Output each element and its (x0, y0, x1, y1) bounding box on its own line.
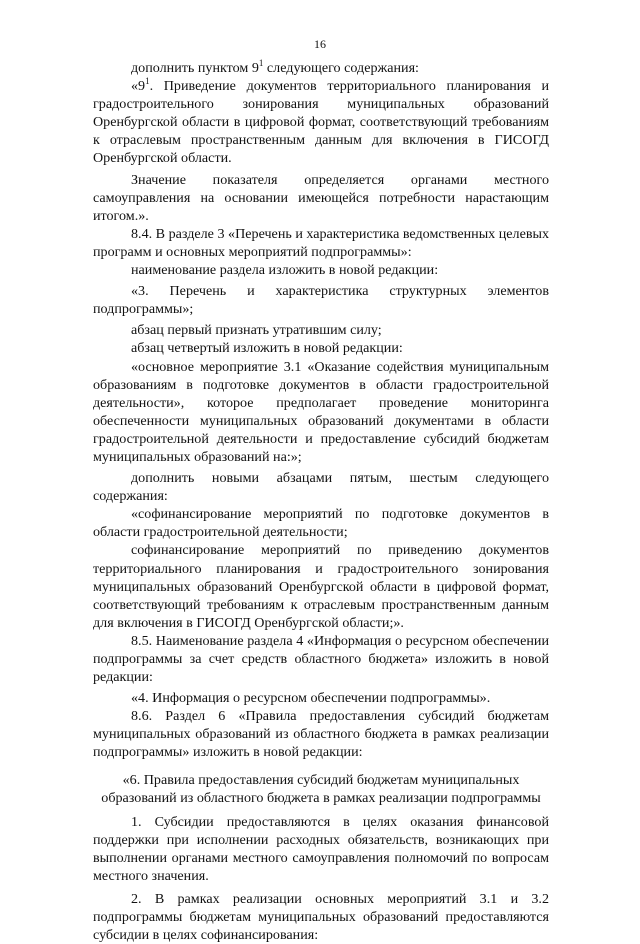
document-body (93, 59, 549, 944)
paragraph: 8.6. Раздел 6 «Правила предоставления субсидий бюджетам муниципальных образований из областного бюджета в рамках реализации подпрограммы» изложить в новой редакции: (93, 708, 549, 761)
paragraph: «$9^1$. Приведение документов территориального планирования и градостроительного зонирования муниципальных образований Оренбургской области в цифровой формат, соответствующий требованиям к отраслевым пространственным данным для включения в ГИСОГД Оренбургской области. (93, 76, 549, 167)
paragraph: «основное мероприятие 3.1 «Оказание содействия муниципальным образованиям в подготовке документов в области градостроительной деятельности», которое предполагает проведение мониторинга обеспеченности муниципальных образований документами в области градостроительной деятельности и предоставление субсидий бюджетам муниципальных образований на:»; (93, 358, 549, 465)
paragraph: абзац четвертый изложить в новой редакции: (131, 340, 403, 357)
paragraph: дополнить новыми абзацами пятым, шестым следующего содержания: (93, 470, 549, 505)
paragraph: дополнить пунктом $9^1$ следующего содержания: (131, 58, 419, 76)
paragraph: софинансирование мероприятий по приведению документов территориального планирования и градостроительного зонирования муниципальных образований Оренбургской области в цифровой формат, соответствующий требованиям к отраслевым пространственным данным для включения в ГИСОГД Оренбургской области;». (93, 542, 549, 631)
paragraph: 8.4. В разделе 3 «Перечень и характеристика ведомственных целевых программ и основных мероприятий подпрограммы»: (93, 225, 549, 260)
paragraph: «3. Перечень и характеристика структурных элементов подпрограммы»; (93, 283, 549, 318)
paragraph: 8.5. Наименование раздела 4 «Информация о ресурсном обеспечении подпрограммы за счет средств областного бюджета» изложить в новой редакции: (93, 632, 549, 686)
section-heading: «6. Правила предоставления субсидий бюджетам муниципальных образований из областного бюджета в рамках реализации подпрограммы (101, 771, 541, 806)
paragraph: наименование раздела изложить в новой редакции: (131, 262, 439, 279)
page-number: 16 (314, 37, 326, 51)
paragraph: «4. Информация о ресурсном обеспечении подпрограммы». (131, 690, 491, 707)
paragraph: 2. В рамках реализации основных мероприятий 3.1 и 3.2 подпрограммы бюджетам муниципальных образований предоставляются субсидии в целях софинансирования: (93, 890, 549, 944)
paragraph: «софинансирование мероприятий по подготовке документов в области градостроительной деятельности; (93, 506, 549, 541)
paragraph: абзац первый признать утратившим силу; (131, 322, 382, 339)
paragraph: 1. Субсидии предоставляются в целях оказания финансовой поддержки при исполнении расходных обязательств, возникающих при выполнении органами местного самоуправления полномочий по вопросам местного значения. (93, 813, 549, 884)
paragraph: Значение показателя определяется органами местного самоуправления на основании имеющейся потребности нарастающим итогом.». (93, 171, 549, 224)
